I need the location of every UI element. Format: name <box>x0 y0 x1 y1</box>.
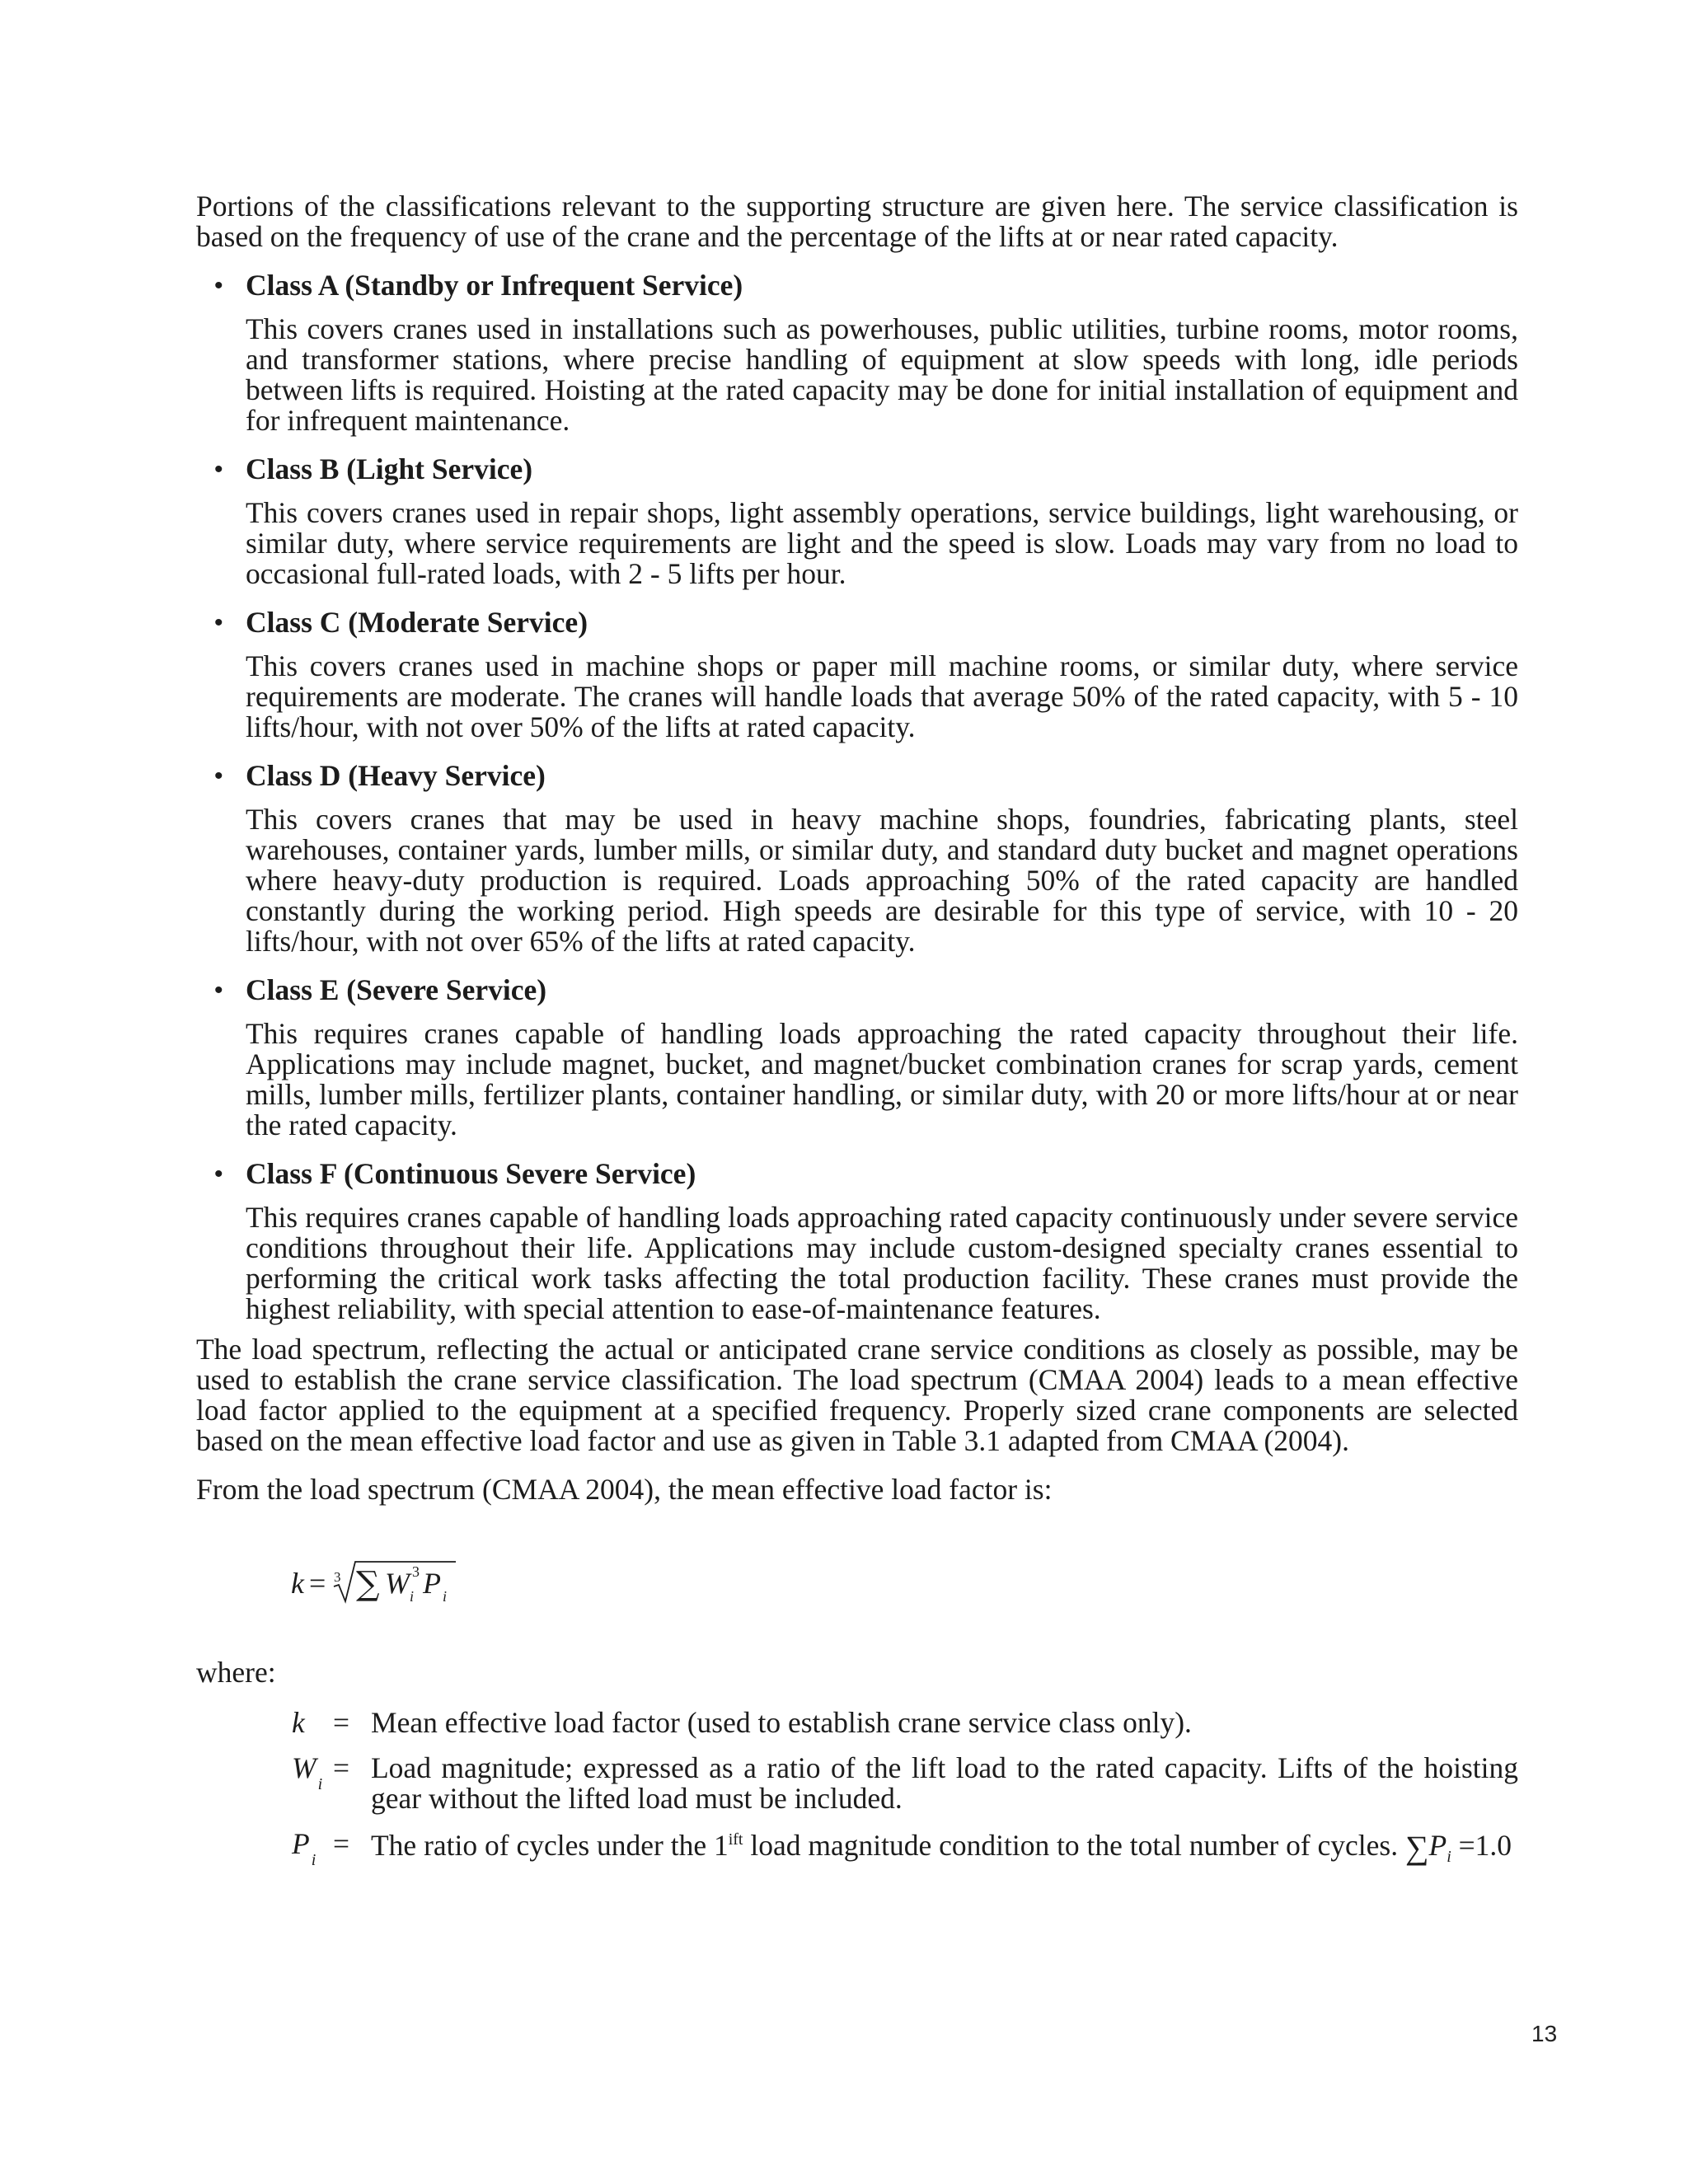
sum-symbol: ∑ <box>1404 1829 1429 1866</box>
formula-w: W <box>385 1567 410 1600</box>
sum-equals-value: =1.0 <box>1458 1829 1512 1862</box>
definition-row-k <box>292 1708 1518 1738</box>
symbol-text: P <box>292 1827 310 1860</box>
class-item-c <box>196 607 1518 743</box>
class-description: This requires cranes capable of handling loads approaching the rated capacity throughout their life. Applications may include magnet, bucket, and magnet/bucket combination cranes for scrap yards, cement mills, lumber mills, fertilizer plants, container handling, or similar duty, with 20 or more lifts/hour at or near the rated capacity. <box>246 1017 1518 1141</box>
bullet-icon: • <box>214 272 223 299</box>
class-title: Class E (Severe Service) <box>246 973 547 1006</box>
formula-lhs: k <box>291 1567 304 1600</box>
definition-superscript: ift <box>728 1830 743 1849</box>
class-item-e <box>196 975 1518 1141</box>
sum-variable: P <box>1428 1829 1447 1862</box>
class-item-f <box>196 1159 1518 1324</box>
formula-intro: From the load spectrum (CMAA 2004), the mean effective load factor is: <box>196 1473 1053 1506</box>
bullet-icon: • <box>214 762 223 790</box>
formula-root-index: 3 <box>334 1569 341 1585</box>
class-title: Class B (Light Service) <box>246 452 533 485</box>
definition-text: Load magnitude; expressed as a ratio of the lift load to the rated capacity. Lifts of the hoisting gear without the lifted load must be included. <box>371 1751 1518 1815</box>
formula-graphic <box>291 1552 505 1618</box>
formula-w-sup: 3 <box>412 1563 420 1580</box>
bullet-icon: • <box>214 456 223 483</box>
formula-equals: = <box>309 1567 326 1600</box>
formula-p-sub: i <box>443 1588 448 1605</box>
definition-text-before: The ratio of cycles under the 1 <box>371 1829 729 1862</box>
symbol-subscript: i <box>317 1775 323 1794</box>
definition-equals: = <box>333 1751 350 1784</box>
class-title: Class F (Continuous Severe Service) <box>246 1157 696 1190</box>
bullet-icon: • <box>214 609 223 636</box>
intro-paragraph: Portions of the classifications relevant to the supporting structure are given here. The service classification is based on the frequency of use of the crane and the percentage of the lifts at or near rated capacity. <box>196 190 1518 253</box>
bullet-icon: • <box>214 977 223 1004</box>
where-label: where: <box>196 1656 276 1689</box>
definition-equals: = <box>333 1706 350 1739</box>
class-title: Class D (Heavy Service) <box>246 759 546 792</box>
mean-effective-load-formula <box>291 1552 1518 1618</box>
definition-symbol <box>292 1708 333 1738</box>
definition-equals: = <box>333 1827 350 1860</box>
sum-subscript: i <box>1447 1848 1451 1867</box>
class-description: This covers cranes used in repair shops, light assembly operations, service buildings, light warehousing, or similar duty, where service requirements are light and the speed is slow. Loads may vary from no load to occasional full-rated loads, with 2 - 5 lifts per hour. <box>246 496 1518 590</box>
symbol-text: k <box>292 1706 305 1739</box>
class-item-b <box>196 454 1518 589</box>
load-spectrum-paragraph: The load spectrum, reflecting the actual or anticipated crane service conditions as closely as possible, may be used to establish the crane service classification. The load spectrum (CMAA 2004) leads to a mean effective load factor applied to the equipment at a specified frequency. Properly sized crane components are selected based on the mean effective load factor and use as given in Table 3.1 adapted from CMAA (2004). <box>196 1333 1518 1457</box>
definition-text-after: load magnitude condition to the total number of cycles. <box>743 1829 1399 1862</box>
definition-row-p <box>292 1829 1518 1872</box>
service-class-list <box>196 270 1518 1324</box>
class-item-d <box>196 761 1518 957</box>
class-description: This covers cranes used in machine shops or paper mill machine rooms, or similar duty, where service requirements are moderate. The cranes will handle loads that average 50% of the rated capacity, with 5 - 10 lifts/hour, with not over 50% of the lifts at rated capacity. <box>246 649 1518 743</box>
definition-text <box>371 1829 1518 1872</box>
class-title: Class C (Moderate Service) <box>246 606 588 639</box>
definition-symbol <box>292 1753 333 1814</box>
definition-text: Mean effective load factor (used to establish crane service class only). <box>371 1706 1192 1739</box>
class-title: Class A (Standby or Infrequent Service) <box>246 269 743 302</box>
class-description: This covers cranes that may be used in heavy machine shops, foundries, fabricating plants, steel warehouses, container yards, lumber mills, or similar duty, and standard duty bucket and magnet operations where heavy-duty production is required. Loads approaching 50% of the rated capacity are handled constantly during the working period. High speeds are desirable for this type of service, with 10 - 20 lifts/hour, with not over 65% of the lifts at rated capacity. <box>246 803 1518 958</box>
definition-row-w <box>292 1753 1518 1814</box>
class-item-a <box>196 270 1518 436</box>
class-description: This covers cranes used in installations such as powerhouses, public utilities, turbine rooms, motor rooms, and transformer stations, where precise handling of equipment at slow speeds with long, idle periods between lifts is required. Hoisting at the rated capacity may be done for initial installation of equipment and for infrequent maintenance. <box>246 312 1518 437</box>
class-description: This requires cranes capable of handling loads approaching rated capacity continuously under severe service conditions throughout their life. Applications may include custom-designed specialty cranes essential to performing the critical work tasks affecting the total production facility. These cranes must provide the highest reliability, with special attention to ease-of-maintenance features. <box>246 1201 1518 1325</box>
formula-p: P <box>423 1567 441 1600</box>
definitions-list <box>292 1708 1518 1872</box>
page-number: 13 <box>1531 2021 1558 2046</box>
symbol-subscript: i <box>311 1851 316 1870</box>
formula-w-sub: i <box>410 1588 415 1605</box>
bullet-icon: • <box>214 1160 223 1188</box>
document-page <box>196 191 1518 1887</box>
formula-sum: ∑ <box>356 1565 380 1603</box>
symbol-text: W <box>292 1751 316 1784</box>
definition-symbol <box>292 1829 333 1872</box>
